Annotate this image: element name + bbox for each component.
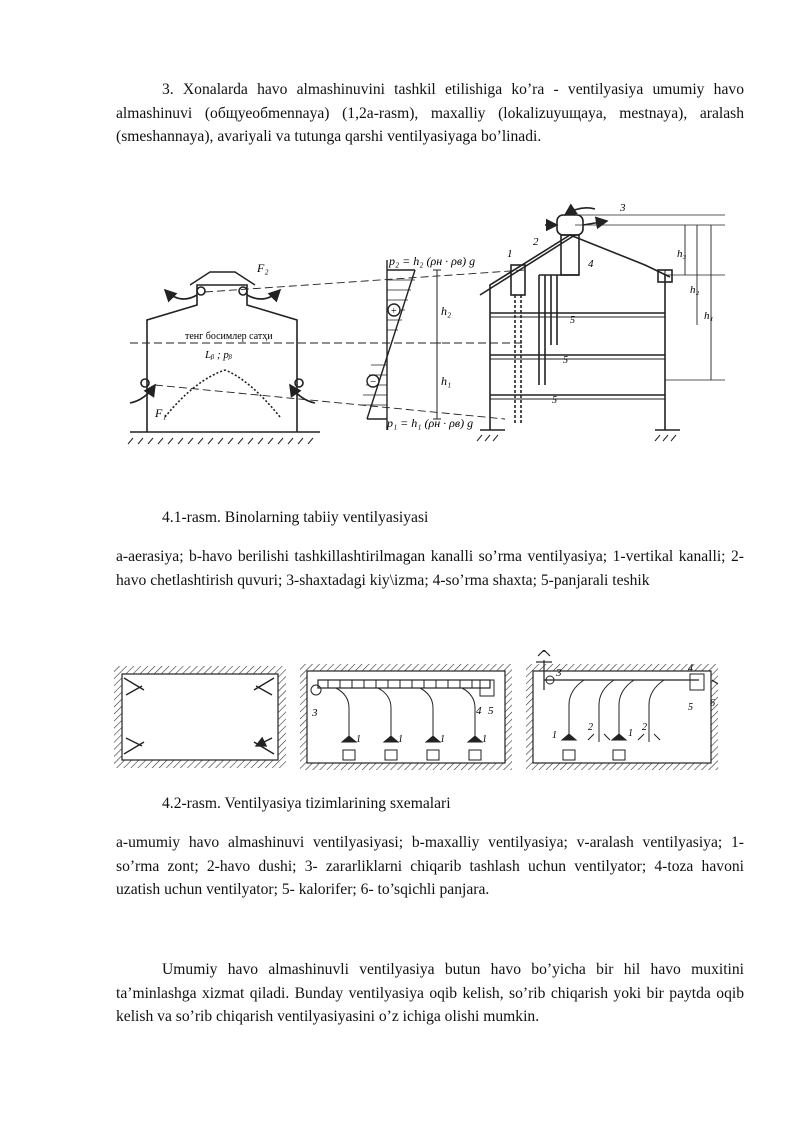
- label-2: 2: [533, 236, 539, 248]
- label-c2a: 2: [588, 722, 593, 733]
- scheme-general: [114, 666, 286, 768]
- label-b3: 3: [312, 707, 318, 719]
- label-b1d: 1: [482, 734, 487, 745]
- label-b5: 5: [488, 705, 494, 717]
- label-plane-sub: Lᵦ ; pᵦ: [205, 349, 233, 361]
- closing-paragraph: Umumiy havo almashinuvli ventilyasiya butun havo bo’yicha bir hil havo muxitini ta’minlashga xizmat qiladi. Bunday ventilyasiya oqib kelish, so’rib chiqarish yoki bir paytda oqib kelish va so’rib chiqarish ventilyasiyasini o’z ichiga olishi mumkin.: [116, 961, 744, 1025]
- label-h1-diagram: h₁: [441, 374, 452, 388]
- label-c1b: 1: [628, 728, 633, 739]
- label-c2b: 2: [642, 722, 647, 733]
- figure-4-1-caption: 4.1-rasm. Binolarning tabiiy ventilyasiyasi: [162, 509, 429, 526]
- label-c1a: 1: [552, 730, 557, 741]
- label-p1: p₁ = h₁ (ρн · ρв) g: [387, 416, 474, 430]
- label-c4: 4: [688, 663, 693, 674]
- label-b4: 4: [476, 705, 482, 717]
- label-1: 1: [507, 248, 513, 260]
- label-h2-diagram: h₂: [441, 304, 452, 318]
- label-f2: F₂: [257, 261, 269, 275]
- label-3: 3: [620, 202, 626, 214]
- label-5b: 5: [563, 355, 568, 366]
- figure-4-1-description: a-aerasiya; b-havo berilishi tashkillashtirilmagan kanalli so’rma ventilyasiya; 1-vertikal kanalli; 2-havo chetlashtirish quvuri; 3-shaxtadagi kiy\izma; 4-so’rma shaxta; 5-panjarali teshik: [116, 548, 744, 589]
- scheme-local: [300, 664, 512, 770]
- figure-4-2-description: a-umumiy havo almashinuvi ventilyasiyasi; b-maxalliy ventilyasiya; v-aralash ventilyasiya; 1-so’rma zont; 2-havo dushi; 3- zararliklarni chiqarib tashlash uchun ventilyator; 4-toza havoni uzatish uchun ventilyator; 5- kalorifer; 6- to’sqichli panjara.: [116, 834, 744, 898]
- label-c3: 3: [556, 667, 562, 679]
- label-f1: F₁: [155, 406, 167, 420]
- figure-4-2-caption: 4.2-rasm. Ventilyasiya tizimlarining sxemalari: [162, 795, 451, 812]
- figure-4-2-drawing: [114, 650, 718, 775]
- label-h1: h₁: [704, 310, 714, 322]
- pressure-diagram: [361, 260, 441, 430]
- label-5c: 5: [552, 395, 557, 406]
- label-minus: −: [370, 376, 377, 388]
- label-b1b: 1: [398, 734, 403, 745]
- label-plus: +: [391, 306, 397, 317]
- label-c5: 5: [688, 702, 693, 713]
- label-b1a: 1: [356, 734, 361, 745]
- label-pressure-plane: тенг босимлер сатҳи: [185, 331, 273, 342]
- channel-building: [477, 208, 725, 441]
- label-b1c: 1: [440, 734, 445, 745]
- label-h2: h₂: [690, 284, 700, 296]
- figure-4-1-drawing: [125, 195, 725, 457]
- label-h3: h₃: [677, 248, 687, 260]
- intro-paragraph: 3. Xonalarda havo almashinuvini tashkil etilishiga ko’ra - ventilyasiya umumiy havo almashinuvi (общуеобmennaya) (1,2a-rasm), maxalliy (lokalizuyuщaya, mestnaya), aralash (smeshannaya), avariyali va tutunga qarshi ventilyasiyaga bo’linadi.: [116, 81, 744, 145]
- label-p2: p₂ = h₂ (ρн · ρв) g: [389, 254, 476, 268]
- label-4: 4: [588, 258, 594, 270]
- label-c6: 6: [710, 698, 715, 709]
- label-5a: 5: [570, 315, 575, 326]
